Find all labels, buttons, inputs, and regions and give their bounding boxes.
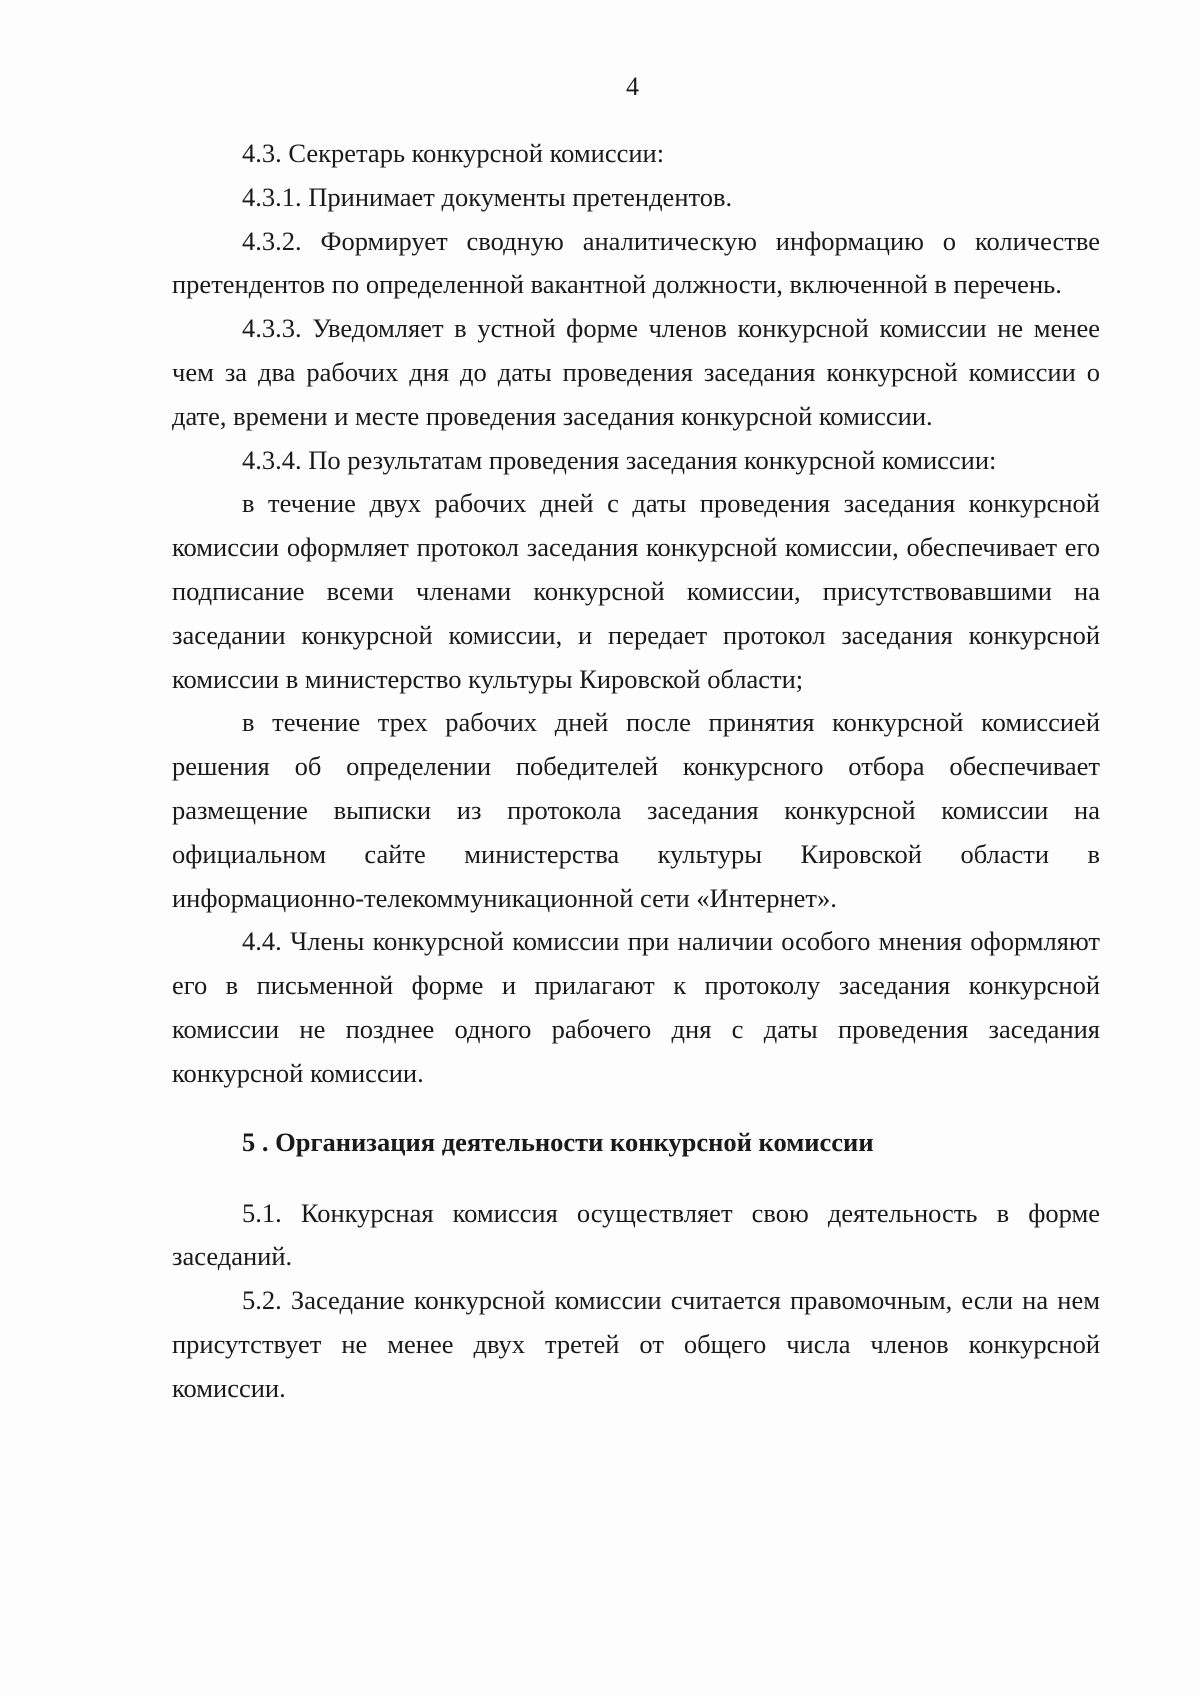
paragraph-4-4: 4.4. Члены конкурсной комиссии при наличии особого мнения оформляют его в письменной форме и прилагают к протоколу заседания конкурсной комиссии не позднее одного рабочего дня с даты проведения заседания конкурсной комиссии. bbox=[172, 926, 1100, 1088]
paragraph-4-3-4: 4.3.4. По результатам проведения заседания конкурсной комиссии: bbox=[242, 444, 997, 475]
paragraph-4-3-2: 4.3.2. Формирует сводную аналитическую информацию о количестве претендентов по определенной вакантной должности, включенной в перечень. bbox=[172, 225, 1100, 300]
page-number: 4 bbox=[626, 72, 639, 101]
section-heading: 5 . Организация деятельности конкурсной комиссии bbox=[242, 1126, 874, 1157]
section-heading-block bbox=[172, 1096, 1100, 1192]
paragraph-protocol-duty: в течение двух рабочих дней с даты проведения заседания конкурсной комиссии оформляет протокол заседания конкурсной комиссии, обеспечивает его подписание всеми членами конкурсной комиссии, присутствовавшими на заседании конкурсной комиссии, и передает протокол заседания конкурсной комиссии в министерство культуры Кировской области; bbox=[172, 488, 1100, 694]
paragraph-publication-duty: в течение трех рабочих дней после принятия конкурсной комиссией решения об определении победителей конкурсного отбора обеспечивает размещение выписки из протокола заседания конкурсной комиссии на официальном сайте министерства культуры Кировской области в информационно-телекоммуникационной сети «Интернет». bbox=[172, 707, 1100, 913]
paragraph-5-2: 5.2. Заседание конкурсной комиссии считается правомочным, если на нем присутствует не менее двух третей от общего числа членов конкурсной комиссии. bbox=[172, 1285, 1100, 1403]
paragraph-5-1: 5.1. Конкурсная комиссия осуществляет свою деятельность в форме заседаний. bbox=[172, 1197, 1100, 1272]
paragraph-4-3-1: 4.3.1. Принимает документы претендентов. bbox=[242, 181, 733, 212]
document-body bbox=[172, 132, 1100, 1411]
paragraph-4-3: 4.3. Секретарь конкурсной комиссии: bbox=[242, 138, 665, 168]
paragraph-4-3-3: 4.3.3. Уведомляет в устной форме членов конкурсной комиссии не менее чем за два рабочих дня до даты проведения заседания конкурсной комиссии о дате, времени и месте проведения заседания конкурсной комиссии. bbox=[172, 313, 1100, 431]
